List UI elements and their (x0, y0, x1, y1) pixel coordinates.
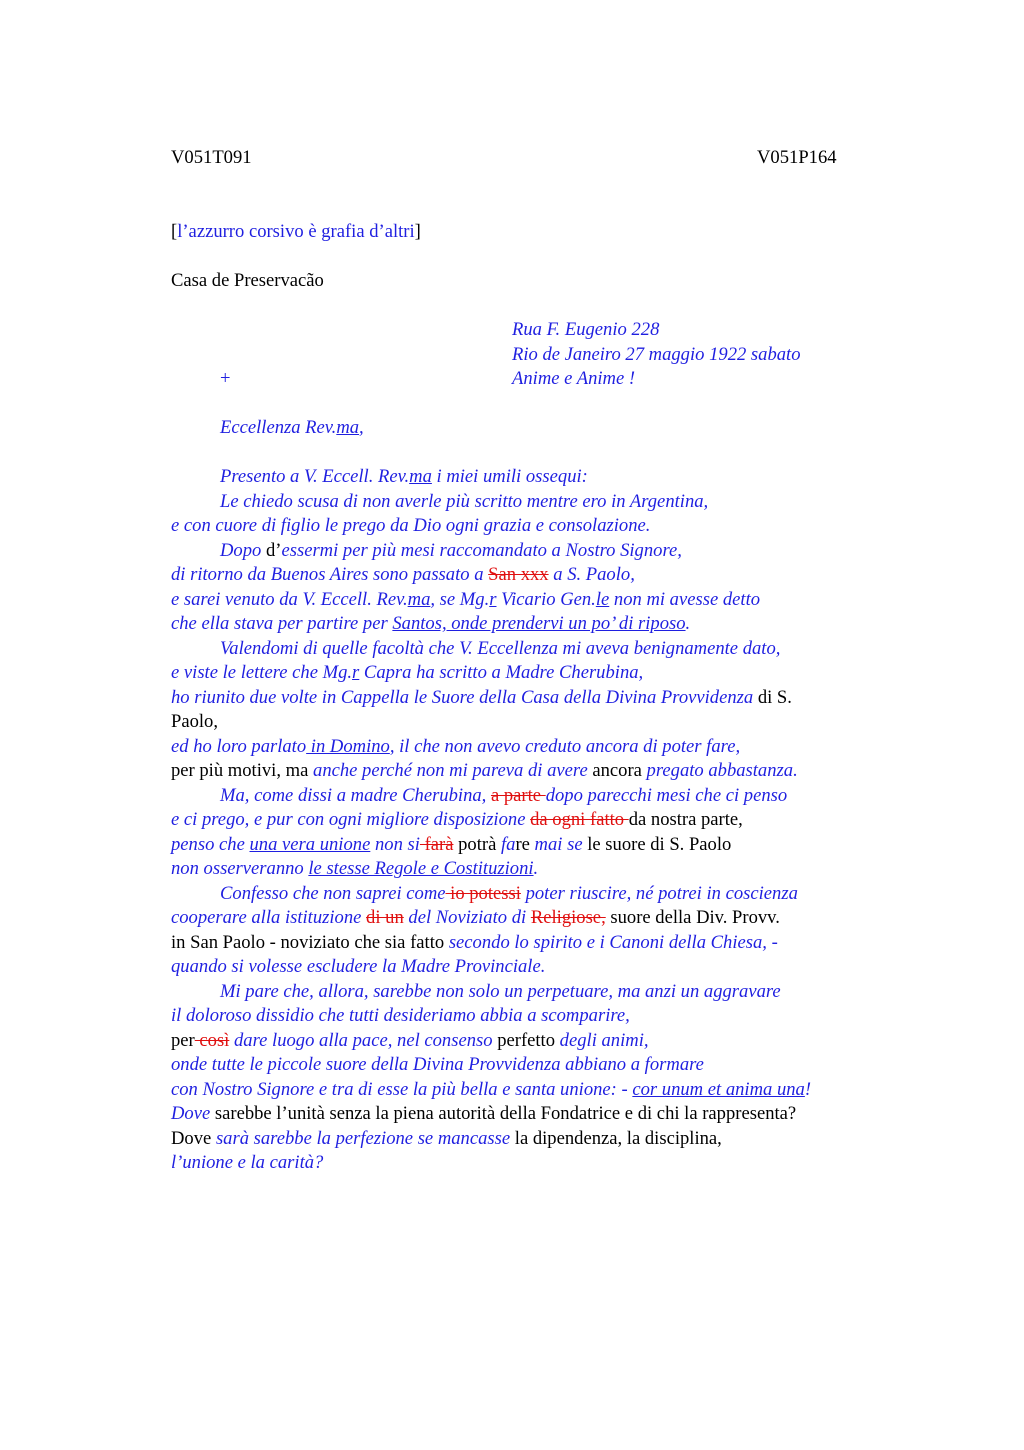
body-line-24: per così dare luogo alla pace, nel consenso perfetto degli animi, (171, 1030, 649, 1051)
body-line-25: onde tutte le piccole suore della Divina Provvidenza abbiano a formare (171, 1054, 704, 1075)
address-street: Rua F. Eugenio 228 (512, 319, 660, 340)
body-line-27: Dove sarebbe l’unità senza la piena autorità della Fondatrice e di chi la rappresenta? (171, 1103, 797, 1124)
archive-code-right: V051P164 (757, 147, 837, 168)
address-date: Rio de Janeiro 27 maggio 1922 sabato (512, 344, 801, 365)
editorial-note: [l’azzurro corsivo è grafia d’altri] (171, 221, 421, 242)
body-line-8: Valendomi di quelle facoltà che V. Eccellenza mi aveva benignamente dato, (220, 638, 781, 659)
body-line-3: e con cuore di figlio le prego da Dio ogni grazia e consolazione. (171, 515, 651, 536)
body-line-28: Dove sarà sarebbe la perfezione se mancasse la dipendenza, la disciplina, (171, 1128, 722, 1149)
body-line-1: Presento a V. Eccell. Rev.ma i miei umili ossequi: (220, 466, 588, 487)
salutation: Eccellenza Rev.ma, (220, 417, 364, 438)
body-line-22: Mi pare che, allora, sarebbe non solo un perpetuare, ma anzi un aggravare (220, 981, 781, 1002)
body-line-21: quando si volesse escludere la Madre Provinciale. (171, 956, 546, 977)
body-line-18: Confesso che non saprei come io potessi poter riuscire, né potrei in coscienza (220, 883, 798, 904)
body-line-9: e viste le lettere che Mg.r Capra ha scritto a Madre Cherubina, (171, 662, 644, 683)
body-line-19: cooperare alla istituzione di un del Noviziato di Religiose, suore della Div. Provv. (171, 907, 780, 928)
body-line-29: l’unione e la carità? (171, 1152, 324, 1173)
address-motto: Anime e Anime ! (512, 368, 636, 389)
letterhead: Casa de Preservacão (171, 270, 324, 291)
body-line-2: Le chiedo scusa di non averle più scritto mentre ero in Argentina, (220, 491, 709, 512)
body-line-14: Ma, come dissi a madre Cherubina, a parte dopo parecchi mesi che ci penso (220, 785, 788, 806)
body-line-6: e sarei venuto da V. Eccell. Rev.ma, se Mg.r Vicario Gen.le non mi avesse detto (171, 589, 761, 610)
body-line-20: in San Paolo - noviziato che sia fatto secondo lo spirito e i Canoni della Chiesa, - (171, 932, 778, 953)
body-line-10: ho riunito due volte in Cappella le Suore della Casa della Divina Provvidenza di S. (171, 687, 792, 708)
body-line-7: che ella stava per partire per Santos, onde prendervi un po’ di riposo. (171, 613, 691, 634)
body-line-4: Dopo d’essermi per più mesi raccomandato a Nostro Signore, (220, 540, 682, 561)
body-line-5: di ritorno da Buenos Aires sono passato a San xxx a S. Paolo, (171, 564, 635, 585)
body-line-12: ed ho loro parlato in Domino, il che non avevo creduto ancora di poter fare, (171, 736, 741, 757)
cross-mark: + (220, 368, 231, 389)
body-line-26: con Nostro Signore e tra di esse la più bella e santa unione: - cor unum et anima una! (171, 1079, 812, 1100)
body-line-11: Paolo, (171, 711, 219, 732)
archive-code-left: V051T091 (171, 147, 252, 168)
body-line-17: non osserveranno le stesse Regole e Costituzioni. (171, 858, 539, 879)
body-line-13: per più motivi, ma anche perché non mi pareva di avere ancora pregato abbastanza. (171, 760, 798, 781)
body-line-23: il doloroso dissidio che tutti desideriamo abbia a scomparire, (171, 1005, 630, 1026)
body-line-15: e ci prego, e pur con ogni migliore disposizione da ogni fatto da nostra parte, (171, 809, 743, 830)
body-line-16: penso che una vera unione non si farà potrà fare mai se le suore di S. Paolo (171, 834, 732, 855)
